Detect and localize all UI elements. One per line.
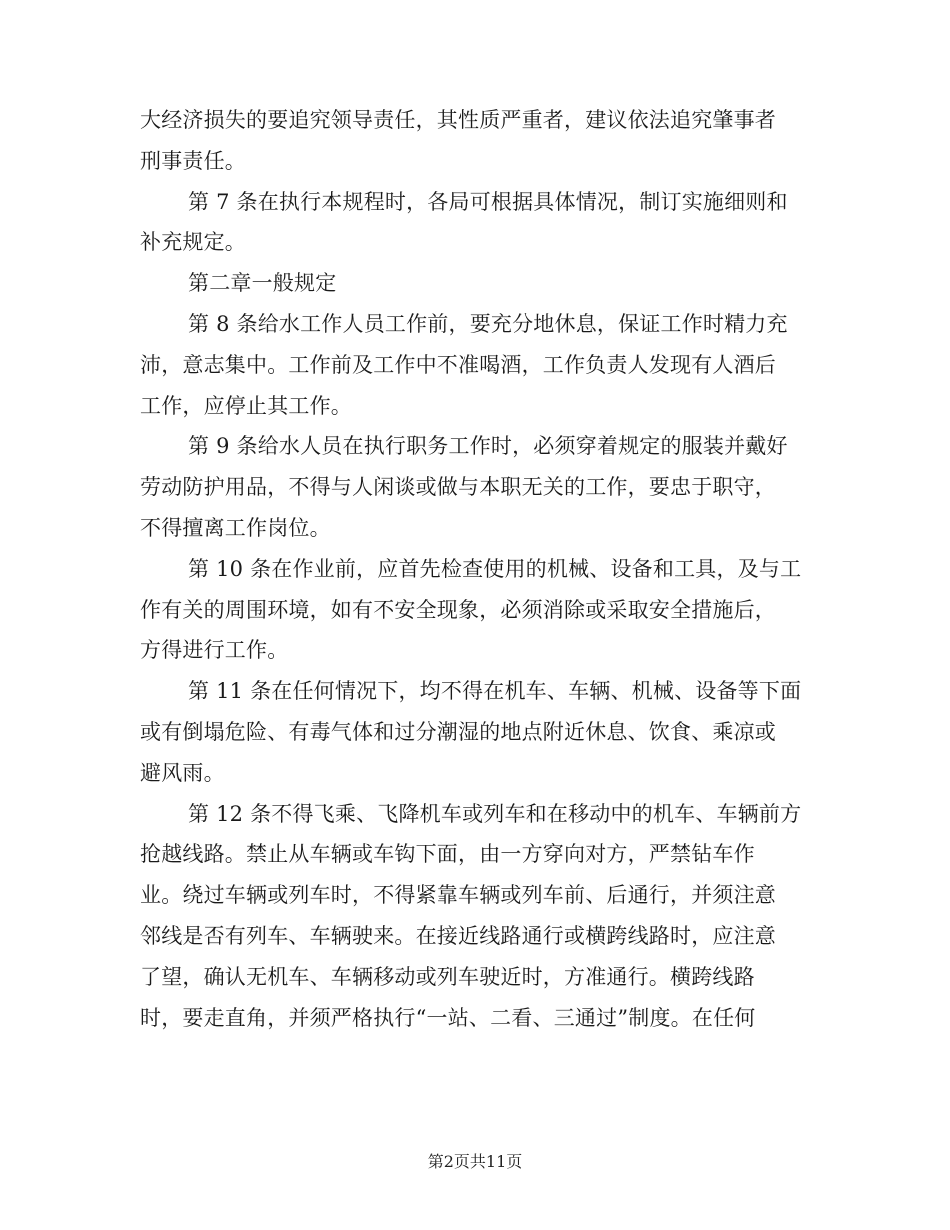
text-line: 大经济损失的要追究领导责任，其性质严重者，建议依法追究肇事者 bbox=[140, 108, 776, 132]
text-line: 第 7 条在执行本规程时，各局可根据具体情况，制订实施细则和 bbox=[188, 189, 788, 214]
text-line: 作有关的周围环境，如有不安全现象，必须消除或采取安全措施后， bbox=[140, 597, 776, 622]
text-line: 邻线是否有列车、车辆驶来。在接近线路通行或横跨线路时，应注意 bbox=[140, 923, 776, 948]
text-line: 补充规定。 bbox=[140, 230, 246, 255]
text-line: 第 11 条在任何情况下，均不得在机车、车辆、机械、设备等下面 bbox=[188, 679, 802, 704]
text-line: 沛，意志集中。工作前及工作中不准喝酒，工作负责人发现有人酒后 bbox=[140, 352, 776, 377]
text-line: 不得擅离工作岗位。 bbox=[140, 515, 331, 540]
text-line: 或有倒塌危险、有毒气体和过分潮湿的地点附近休息、饮食、乘凉或 bbox=[140, 719, 776, 744]
text-line: 方得进行工作。 bbox=[140, 638, 289, 663]
text-line: 劳动防护用品，不得与人闲谈或做与本职无关的工作，要忠于职守， bbox=[140, 475, 776, 500]
text-line: 时，要走直角，并须严格执行“一站、二看、三通过”制度。在任何 bbox=[140, 1005, 756, 1030]
text-line: 业。绕过车辆或列车时，不得紧靠车辆或列车前、后通行，并须注意 bbox=[140, 883, 776, 908]
text-line: 抢越线路。禁止从车辆或车钩下面，由一方穿向对方，严禁钻车作 bbox=[140, 842, 755, 867]
text-line: 刑事责任。 bbox=[140, 148, 246, 173]
text-line: 了望，确认无机车、车辆移动或列车驶近时，方准通行。横跨线路 bbox=[140, 964, 755, 989]
text-line: 第 10 条在作业前，应首先检查使用的机械、设备和工具，及与工 bbox=[188, 556, 802, 581]
text-line: 第 9 条给水人员在执行职务工作时，必须穿着规定的服装并戴好 bbox=[188, 434, 788, 459]
page-footer: 第2页共11页 bbox=[427, 1152, 523, 1171]
text-line: 第二章一般规定 bbox=[188, 271, 337, 296]
text-line: 第 12 条不得飞乘、飞降机车或列车和在移动中的机车、车辆前方 bbox=[188, 801, 802, 826]
text-line: 工作，应停止其工作。 bbox=[140, 393, 352, 418]
document-body bbox=[140, 100, 812, 1038]
text-line: 避风雨。 bbox=[140, 760, 225, 785]
text-line: 第 8 条给水工作人员工作前，要充分地休息，保证工作时精力充 bbox=[188, 311, 788, 336]
